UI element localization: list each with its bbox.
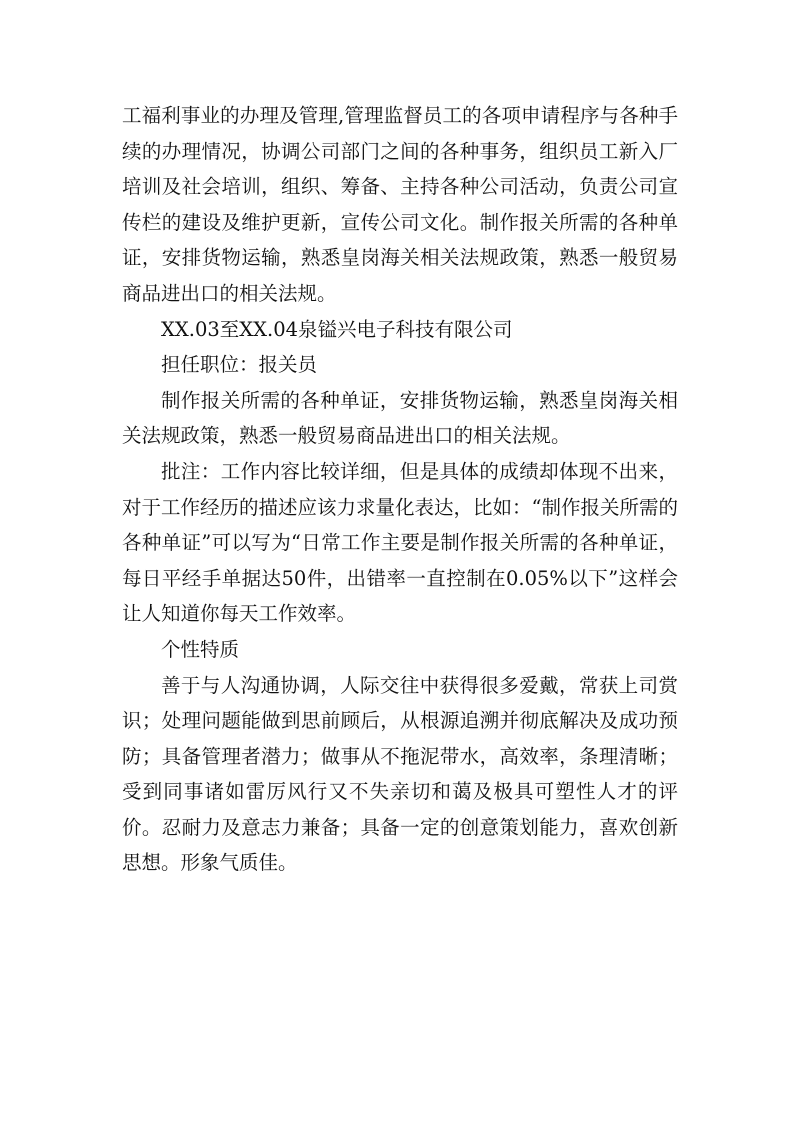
paragraph-personality-traits: 善于与人沟通协调，人际交往中获得很多爱戴，常获上司赏识；处理问题能做到思前顾后，从根源追溯并彻底解决及成功预防；具备管理者潜力；做事从不拖泥带水，高效率，条理清晰；受到同事诸如雷厉风行又不失亲切和蔼及极具可塑性人才的评价。忍耐力及意志力兼备；具备一定的创意策划能力，喜欢创新思想。形象气质佳。 [122, 673, 678, 875]
paragraph-employment-period: XX.03至XX.04泉镒兴电子科技有限公司 [161, 317, 513, 341]
paragraph-job-duties-continued: 工福利事业的办理及管理,管理监督员工的各项申请程序与各种手续的办理情况，协调公司部门之间的各种事务，组织员工新入厂培训及社会培训，组织、筹备、主持各种公司活动，负责公司宣传栏的建设及维护更新，宣传公司文化。制作报关所需的各种单证，安排货物运输，熟悉皇岗海关相关法规政策，熟悉一般贸易商品进出口的相关法规。 [122, 104, 678, 305]
document-body [122, 98, 678, 881]
section-heading-personality: 个性特质 [161, 637, 240, 661]
paragraph-position-duties: 制作报关所需的各种单证，安排货物运输，熟悉皇岗海关相关法规政策，熟悉一般贸易商品进出口的相关法规。 [122, 388, 678, 448]
paragraph-position: 担任职位：报关员 [161, 353, 318, 377]
paragraph-annotation: 批注：工作内容比较详细，但是具体的成绩却体现不出来，对于工作经历的描述应该力求量化表达，比如：“制作报关所需的各种单证”可以写为“日常工作主要是制作报关所需的各种单证，每日平经手单据达50件，出错率一直控制在0.05%以下”这样会让人知道你每天工作效率。 [122, 459, 678, 626]
